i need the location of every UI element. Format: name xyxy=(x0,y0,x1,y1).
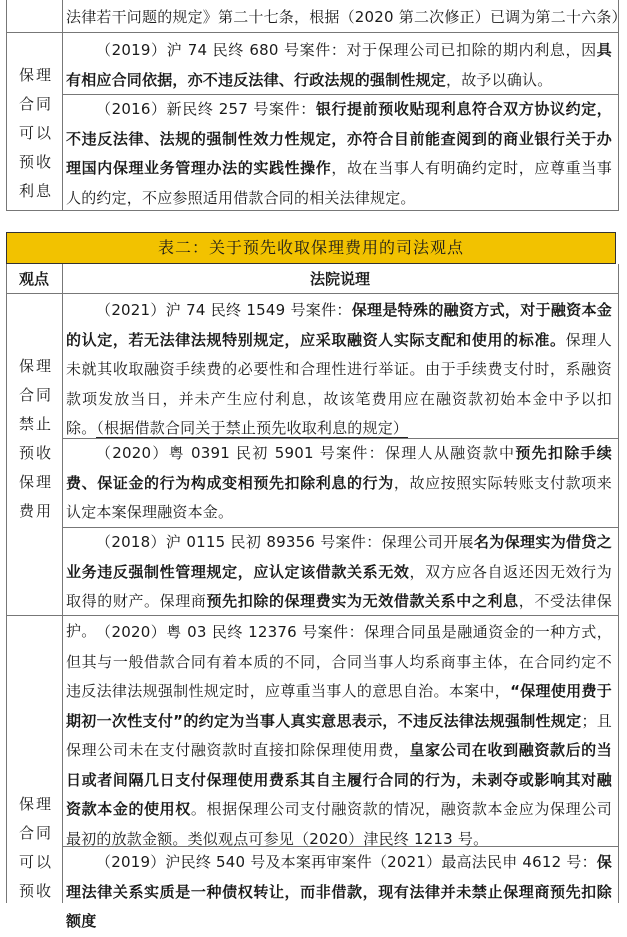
case-2021-hu74-1549: （2021）沪 74 民终 1549 号案件：保理是特殊的融资方式，对于融资本金的认定，若无法律法规特别规定，应采取融资人实际支配和使用的标准。保理人未就其收取融资手续费的必要性和合理性进行举证。由于手续费支付时，系融资款项发放当日，并未产生应付利息，故该笔费用应在融资款初始本金中予以扣除。（根据借款合同关于禁止预先收取利息的规定） xyxy=(66,301,613,437)
section-b-category-label: 保理 合同 可以 预收 xyxy=(18,795,53,900)
case-2016-xin257: （2016）新民终 257 号案件：银行提前预收贴现利息符合双方协议约定，不违反法律、法规的强制性效力性规定，亦符合目前能查阅到的商业银行关于办理国内保理业务管理办法的实践性操作，故在当事人有明确约定时，应尊重当事人的约定，不应参照适用借款合同的相关法律规定。 xyxy=(66,100,613,207)
case-2019-hu74-680: （2019）沪 74 民终 680 号案件：对于保理公司已扣除的期内利息，因具有相应合同依据，亦不违反法律、行政法规的强制性规定，故予以确认。 xyxy=(66,41,612,89)
case-2018-hu0115-89356: （2018）沪 0115 民初 89356 号案件：保理公司开展名为保理实为借贷之业务违反强制性管理规定，应认定该借款关系无效，双方应各自返还因无效行为取得的财产。保理商预先扣除的保理费实为无效借款关系中之利息，不受法律保护。 xyxy=(66,533,612,640)
case-2020-yue0391-5901: （2020）粤 0391 民初 5901 号案件：保理人从融资款中预先扣除手续费、保证金的行为构成变相预先扣除利息的行为，故应按照实际转账支付款项来认定本案保理融资本金。 xyxy=(66,444,612,521)
regulation-note: （根据借款合同关于禁止预先收取利息的规定） xyxy=(96,419,409,437)
case-2019-hu540: （2019）沪民终 540 号及本案再审案件（2021）最高法民申 4612 号：保理法律关系实质是一种债权转让，而非借款，现有法律并未禁止保理商预先扣除额度 xyxy=(66,853,612,930)
case-2020-yue03-12376: （2020）粤 03 民终 12376 号案件：保理合同虽是融通资金的一种方式，但其与一般借款合同有着本质的不同，合同当事人均系商事主体，在合同约定不违反法律法规强制性规定时，应尊重当事人的意思自治。本案中，“保理使用费于期初一次性支付”的约定为当事人真实意思表示，不违反法律法规强制性规定；且保理公司未在支付融资款时直接扣除保理使用费，皇家公司在收到融资款后的当日或者间隔几日支付保理使用费系其自主履行合同的行为，未剥夺或影响其对融资款本金的使用权。根据保理公司支付融资款的情况，融资款本金应为保理公司最初的放款金额。类似观点可参见（2020）津民终 1213 号。 xyxy=(66,623,613,848)
top-category-label: 保理 合同 可以 预收 利息 xyxy=(18,66,53,200)
column-header-court-reasoning: 法院说理 xyxy=(309,270,370,288)
column-header-viewpoint: 观点 xyxy=(18,270,49,288)
table2-title: 表二：关于预先收取保理费用的司法观点 xyxy=(6,232,616,264)
section-a-category-label: 保理 合同 禁止 预收 保理 费用 xyxy=(18,357,53,520)
header-continuation-text: 法律若干问题的规定》第二十七条，根据（2020 第二次修正）已调为第二十六条） xyxy=(66,8,627,26)
